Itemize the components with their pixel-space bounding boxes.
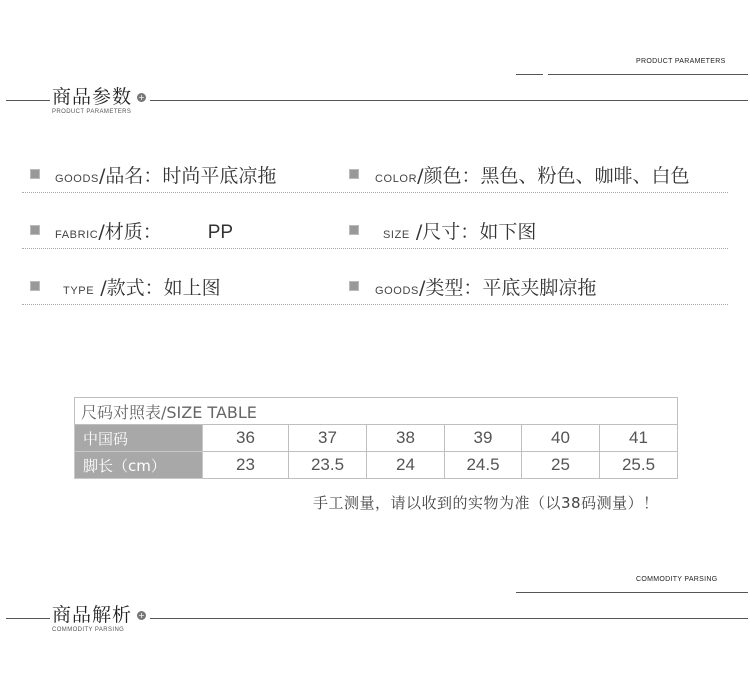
section-en-subtitle: COMMODITY PARSING <box>52 627 125 633</box>
divider <box>516 74 543 75</box>
table-cell: 24.5 <box>445 452 522 479</box>
section-title: 商品参数 <box>52 86 133 108</box>
dotted-divider <box>22 248 728 249</box>
table-cell: 25.5 <box>600 452 678 479</box>
bullet-icon <box>30 281 40 291</box>
section-en-title: PRODUCT PARAMETERS <box>636 58 726 65</box>
divider <box>150 100 748 101</box>
table-cell: 39 <box>445 425 522 452</box>
divider <box>6 100 50 101</box>
table-cell: 25 <box>522 452 600 479</box>
divider <box>516 592 748 593</box>
divider <box>150 618 748 619</box>
table-cell: 36 <box>203 425 289 452</box>
section-en-title: COMMODITY PARSING <box>636 576 718 583</box>
table-cell: 23.5 <box>289 452 367 479</box>
bullet-icon <box>349 169 359 179</box>
plus-icon: + <box>138 611 145 620</box>
divider <box>6 618 50 619</box>
param-goods-type: GOODS/类型：平底夹脚凉拖 <box>375 277 597 299</box>
param-color: COLOR/颜色：黑色、粉色、咖啡、白色 <box>375 165 690 187</box>
param-type: TYPE /款式：如上图 <box>63 277 221 299</box>
table-cell: 23 <box>203 452 289 479</box>
table-cell: 38 <box>367 425 445 452</box>
divider <box>548 74 748 75</box>
table-row <box>75 452 678 479</box>
row-header: 中国码 <box>75 425 203 452</box>
table-cell: 41 <box>600 425 678 452</box>
bullet-icon <box>30 169 40 179</box>
table-caption-row <box>75 398 678 425</box>
dotted-divider <box>22 192 728 193</box>
section-en-subtitle: PRODUCT PARAMETERS <box>52 109 132 115</box>
table-cell: 24 <box>367 452 445 479</box>
measurement-note: 手工测量，请以收到的实物为准（以38码测量）！ <box>313 494 659 512</box>
param-goods-name: GOODS/品名：时尚平底凉拖 <box>55 165 277 187</box>
table-cell: 40 <box>522 425 600 452</box>
row-header: 脚长（cm） <box>75 452 203 479</box>
param-size: SIZE /尺寸：如下图 <box>383 221 537 243</box>
table-caption: 尺码对照表/SIZE TABLE <box>75 398 678 425</box>
section-title: 商品解析 <box>52 604 133 626</box>
plus-icon: + <box>138 93 145 102</box>
dotted-divider <box>22 304 728 305</box>
table-cell: 37 <box>289 425 367 452</box>
param-fabric: FABRIC/材质： PP <box>55 221 234 243</box>
bullet-icon <box>349 225 359 235</box>
bullet-icon <box>30 225 40 235</box>
bullet-icon <box>349 281 359 291</box>
size-table <box>74 397 678 479</box>
table-row <box>75 425 678 452</box>
